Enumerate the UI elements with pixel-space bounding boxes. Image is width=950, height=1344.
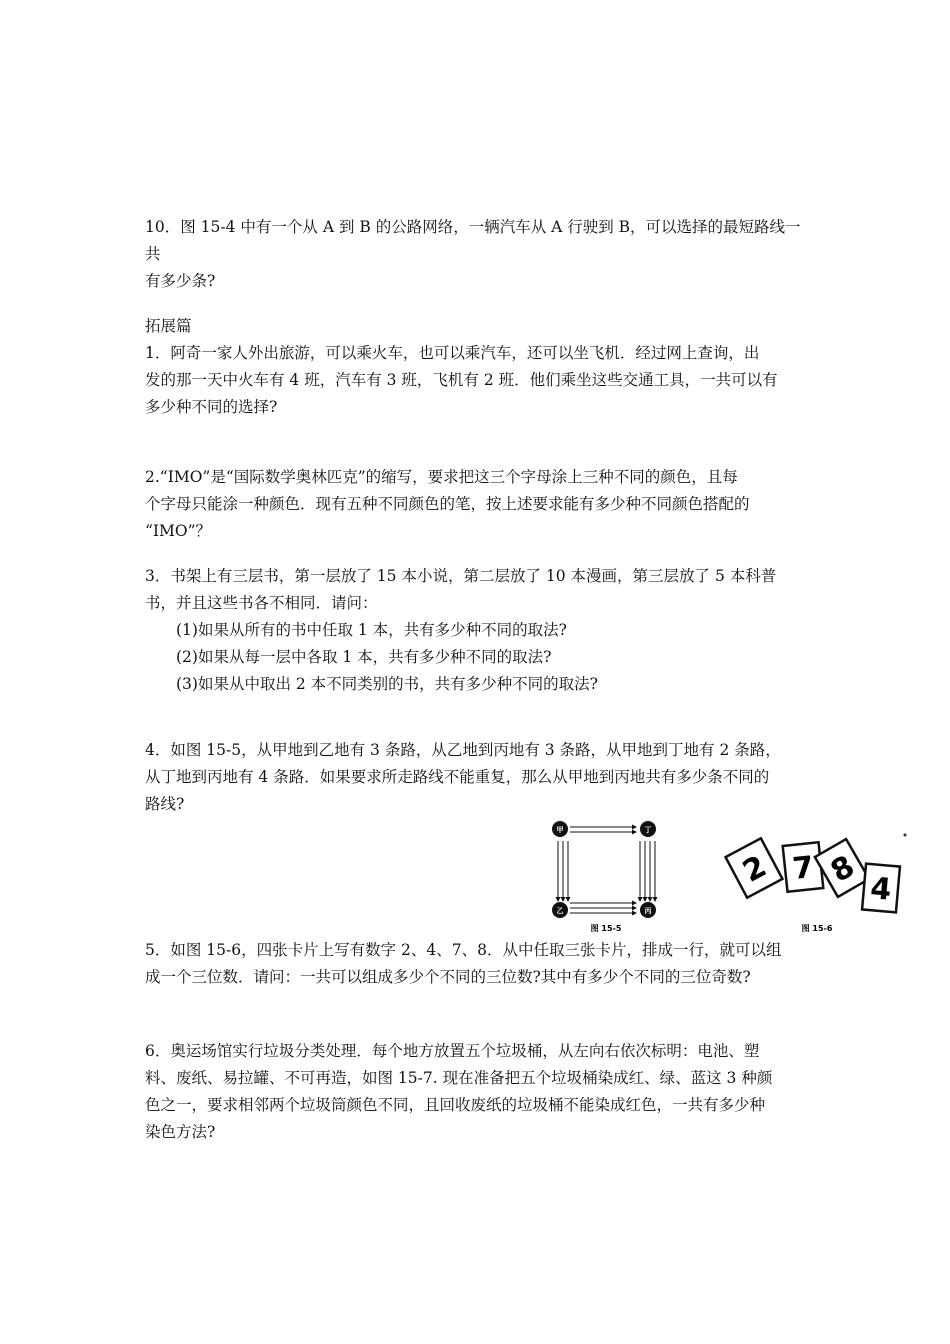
roads-jia-to-ding [570,827,636,832]
card-2 [726,838,783,897]
problem-1-line-3: 多少种不同的选择? [145,398,278,416]
problem-5-line-1: 5．如图 15-6，四张卡片上写有数字 2、4、7、8．从中任取三张卡片，排成一行，就可以组 [145,941,782,959]
problem-4-line-1: 4．如图 15-5，从甲地到乙地有 3 条路，从乙地到丙地有 3 条路，从甲地到丁地有 2 条路， [145,741,781,759]
node-bing [640,902,656,918]
problem-6-line-1: 6．奥运场馆实行垃圾分类处理．每个地方放置五个垃圾桶，从左向右依次标明：电池、塑 [145,1042,760,1060]
figure-15-6-caption: 图 15-6 [801,924,833,933]
problem-4 [145,737,807,818]
node-ding [640,821,656,837]
number-cards-figure [722,820,912,935]
question-10-line-1: 10．图 15-4 中有一个从 A 到 B 的公路网络，一辆汽车从 A 行驶到 B，可以选择的最短路线一共 [145,218,801,263]
problem-3-line-1: 3．书架上有三层书，第一层放了 15 本小说，第二层放了 10 本漫画，第三层放了 5 本科普 [145,567,777,585]
problem-2-line-2: 个字母只能涂一种颜色．现有五种不同颜色的笔，按上述要求能有多少种不同颜色搭配的 [145,495,750,513]
card-2-digit: 2 [737,848,773,890]
problem-3 [145,563,807,698]
problem-2 [145,464,807,545]
problem-1-line-1: 1．阿奇一家人外出旅游，可以乘火车，也可以乘汽车，还可以坐飞机．经过网上查询，出 [145,344,760,362]
node-yi-label: 乙 [556,907,564,915]
problem-1 [145,340,807,421]
problem-4-line-3: 路线? [145,795,185,813]
question-10 [145,214,807,295]
problem-6 [145,1038,807,1146]
speck-dot [904,834,907,837]
problem-3-sub-3: (3)如果从中取出 2 本不同类别的书，共有多少种不同的取法? [176,675,598,693]
section-title-text: 拓展篇 [145,317,192,335]
node-bing-label: 丙 [644,907,652,915]
problem-5 [145,937,807,991]
card-4 [862,864,900,913]
problem-2-line-1: 2.“IMO”是“国际数学奥林匹克”的缩写，要求把这三个字母涂上三种不同的颜色，且每 [145,468,738,486]
problem-3-line-2: 书，并且这些书各不相同．请问： [145,594,378,612]
problem-6-line-4: 染色方法? [145,1123,216,1141]
problem-5-line-2: 成一个三位数．请问：一共可以组成多少个不同的三位数?其中有多少个不同的三位奇数? [145,968,751,986]
node-yi [552,902,568,918]
node-jia [552,821,568,837]
problem-3-sub-1: (1)如果从所有的书中任取 1 本，共有多少种不同的取法? [176,621,567,639]
roads-yi-to-bing [570,903,636,913]
roads-jia-to-yi [558,841,568,901]
route-diagram-figure [546,817,664,935]
figure-15-5-caption: 图 15-5 [590,924,622,933]
roads-ding-to-bing [640,841,655,901]
card-8-digit: 8 [824,848,861,890]
problem-6-line-2: 料、废纸、易拉罐、不可再造，如图 15-7. 现在准备把五个垃圾桶染成红、绿、蓝这 3 种颜 [145,1069,773,1087]
node-ding-label: 丁 [644,826,652,834]
problem-3-sub-2: (2)如果从每一层中各取 1 本，共有多少种不同的取法? [176,648,552,666]
node-jia-label: 甲 [556,826,564,834]
section-title [145,313,807,340]
problem-1-line-2: 发的那一天中火车有 4 班，汽车有 3 班，飞机有 2 班．他们乘坐这些交通工具，一共可以有 [145,371,778,389]
card-4-digit: 4 [868,871,893,908]
question-10-line-2: 有多少条? [145,272,216,290]
problem-4-line-2: 从丁地到丙地有 4 条路．如果要求所走路线不能重复，那么从甲地到丙地共有多少条不同的 [145,768,770,786]
problem-2-line-3: “IMO”？ [145,522,212,540]
card-7 [783,842,824,892]
problem-6-line-3: 色之一，要求相邻两个垃圾筒颜色不同，且回收废纸的垃圾桶不能染成红色，一共有多少种 [145,1096,766,1114]
card-7-digit: 7 [790,849,816,887]
